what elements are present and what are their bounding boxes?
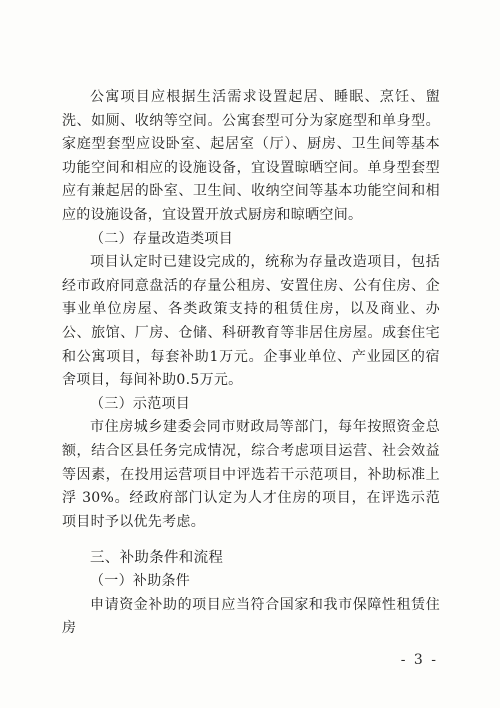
paragraph-subsidy-conditions: 申请资金补助的项目应当符合国家和我市保障性租赁住房 bbox=[62, 596, 440, 637]
heading-existing-renovation: （二）存量改造类项目 bbox=[90, 230, 233, 247]
heading-demonstration-projects: （三）示范项目 bbox=[90, 395, 191, 412]
paragraph-apartment-layout: 公寓项目应根据生活需求设置起居、睡眠、烹饪、盥洗、如厕、收纳等空间。公寓套型可分为家庭型和单身型。家庭型套型应设卧室、起居室（厅）、厨房、卫生间等基本功能空间和相应的设施设备，宜设置晾晒空间。单身型套型应有兼起居的卧室、卫生间、收纳空间等基本功能空间和相应的设施设备，宜设置开放式厨房和晾晒空间。 bbox=[62, 89, 440, 223]
paragraph-existing-renovation: 项目认定时已建设完成的，统称为存量改造项目，包括经市政府同意盘活的存量公租房、安置住房、公有住房、企事业单位房屋、各类政策支持的租赁住房，以及商业、办公、旅馆、厂房、仓储、科研教育等非居住房屋。成套住宅和公寓项目，每套补助1万元。企事业单位、产业园区的宿舍项目，每间补助0.5万元。 bbox=[62, 254, 440, 389]
heading-subsidy-conditions: （一）补助条件 bbox=[90, 573, 191, 590]
spacer bbox=[62, 534, 440, 540]
page-number: - 3 - bbox=[400, 652, 438, 668]
paragraph-demonstration-projects: 市住房城乡建委会同市财政局等部门，每年按照资金总额，结合区县任务完成情况，综合考虑项目运营、社会效益等因素，在投用运营项目中评选若干示范项目，补助标准上浮 30%。经政府部门认定为人才住房的项目，在评选示范项目时予以优先考虑。 bbox=[62, 419, 440, 530]
section-heading-conditions-process: 三、补助条件和流程 bbox=[90, 550, 224, 567]
document-body bbox=[62, 86, 440, 641]
